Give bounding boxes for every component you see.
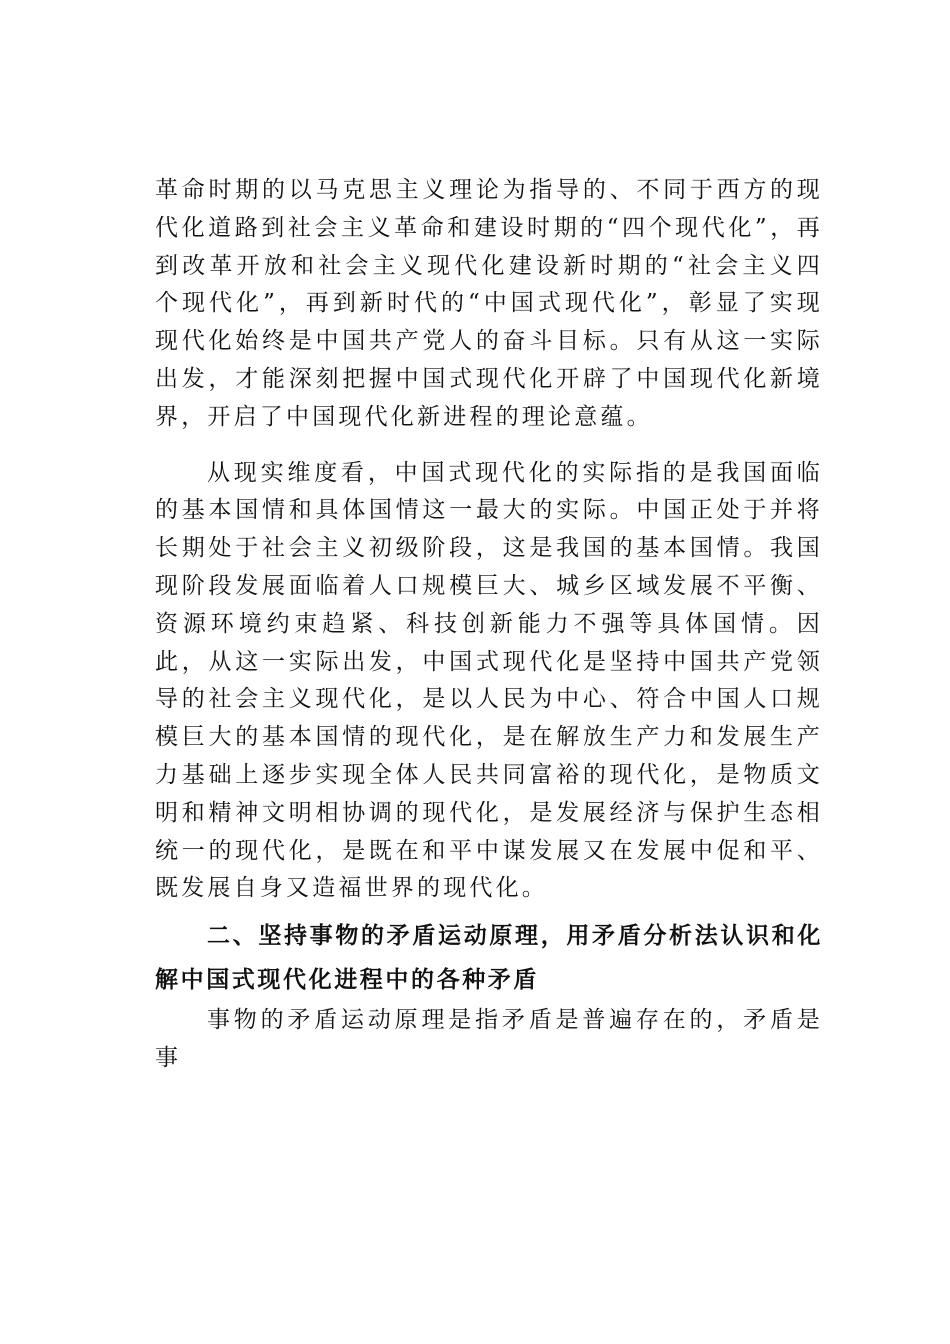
- section-heading-two: 二、坚持事物的矛盾运动原理，用矛盾分析法认识和化解中国式现代化进程中的各种矛盾: [155, 923, 823, 994]
- paragraph-realistic-dimension: 从现实维度看，中国式现代化的实际指的是我国面临的基本国情和具体国情这一最大的实际。中国正处于并将长期处于社会主义初级阶段，这是我国的基本国情。我国现阶段发展面临着人口规模巨大、城乡区域发展不平衡、资源环境约束趋紧、科技创新能力不强等具体国情。因此，从这一实际出发，中国式现代化是坚持中国共产党领导的社会主义现代化，是以人民为中心、符合中国人口规模巨大的基本国情的现代化，是在解放生产力和发展生产力基础上逐步实现全体人民共同富裕的现代化，是物质文明和精神文明相协调的现代化，是发展经济与保护生态相统一的现代化，是既在和平中谋发展又在发展中促和平、既发展自身又造福世界的现代化。: [155, 459, 823, 902]
- paragraph-historical-dimension: 革命时期的以马克思主义理论为指导的、不同于西方的现代化道路到社会主义革命和建设时期的“四个现代化”，再到改革开放和社会主义现代化建设新时期的“社会主义四个现代化”，再到新时代的“中国式现代化”，彰显了实现现代化始终是中国共产党人的奋斗目标。只有从这一实际出发，才能深刻把握中国式现代化开辟了中国现代化新境界，开启了中国现代化新进程的理论意蕴。: [155, 177, 823, 430]
- paragraph-contradiction-principle: 事物的矛盾运动原理是指矛盾是普遍存在的，矛盾是事: [155, 1007, 823, 1071]
- document-body: [155, 172, 823, 1078]
